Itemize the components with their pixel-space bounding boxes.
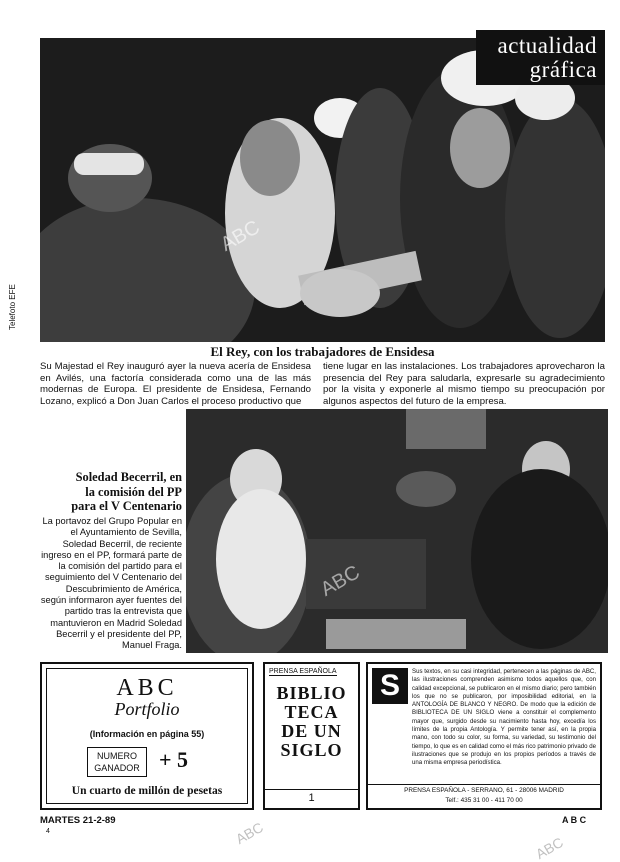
portfolio-info: (Información en página 55) (89, 729, 205, 739)
biblioteca-title-line3: DE UN (281, 721, 342, 741)
promo-address: PRENSA ESPAÑOLA - SERRANO, 61 - 28006 MADRID (368, 784, 600, 794)
story1-title: El Rey, con los trabajadores de Ensidesa (210, 344, 435, 359)
story1-col2: tiene lugar en las instalaciones. Los trabajadores aprovecharon la presencia del Rey para saludarla, expresarle su agradecimiento por la visita y exponerle al mismo tiempo su preocupación por algunos aspectos del futuro de la empresa. (323, 361, 605, 407)
story2-headline-line2: la comisión del PP (85, 484, 182, 499)
biblioteca-title-line4: SIGLO (280, 740, 343, 760)
portfolio-winner-value: + 5 (159, 747, 189, 772)
portfolio-ad (40, 662, 254, 810)
promo-box (366, 662, 602, 810)
promo-phone: Telf.: 435 31 00 - 411 70 00 (445, 797, 523, 804)
story1-col1: Su Majestad el Rey inauguró ayer la nueva acería de Ensidesa en Avilés, una factoría considerada como una de las más modernas de Europa. El presidente de Ensidesa, Fernando Lozano, explicó a Don Juan Carlos el proceso productivo que (40, 361, 311, 407)
biblioteca-publisher: PRENSA ESPAÑOLA (269, 668, 337, 675)
story2-headline-line3: para el V Centenario (71, 499, 182, 513)
footer-mark: A B C (562, 815, 587, 825)
story2-headline (42, 470, 182, 514)
footer-date: MARTES 21-2-89 (40, 815, 116, 826)
watermark-3: ABC (232, 818, 266, 848)
portfolio-name: Portfolio (114, 699, 180, 719)
biblioteca-title-line1: BIBLIO (276, 683, 347, 703)
section-label-line2: gráfica (529, 57, 597, 82)
biblioteca-ad (263, 662, 360, 810)
story2-headline-line1: Soledad Becerril, en (75, 470, 182, 484)
biblioteca-title (265, 684, 358, 760)
watermark-2: ABC (317, 561, 364, 601)
watermark-4: ABC (532, 833, 566, 862)
photo-becerril-meeting (186, 409, 608, 653)
biblioteca-title-line2: TECA (284, 702, 339, 722)
story2-body: La portavoz del Grupo Popular en el Ayuntamiento de Sevilla, Soledad Becerril, de reciente ingreso en el PP, formará parte de la comisión del partido para el seguimiento del V Centenario del Descubrimiento de América, según informaron ayer fuentes del partido tras la entrevista que mantuvieron en Madrid Soledad Becerril y el presidente del PP, Manuel Fraga. (40, 516, 182, 651)
biblioteca-volume: 1 (265, 789, 358, 804)
portfolio-winner-box (87, 747, 147, 777)
promo-text: Sus textos, en su casi integridad, pertenecen a las páginas de ABC, las ilustraciones comprenden asimismo todos aquellos que, con calidad excepcional, se publicaron en el mismo diario; pero también los que no se publicaron, por imposibilidad editorial, en la ANTOLOGÍA DE BLANCO Y NEGRO. De modo que la edición de BIBLIOTECA DE UN SIGLO viene a constituir el complemento mayor que, surgido desde su nacimiento hasta hoy, excedía los límites de la propia Antología. Y permite tener así, en la propia mano, con todo su color, su forma, su variedad, su testimonio del tiempo, lo que es en calidad como el más rico patrimonio privado de ilustraciones que se produjo en los propios períodos a través de una misma empresa periodística. (412, 668, 596, 767)
portfolio-brand: ABC (116, 675, 178, 701)
section-label (476, 30, 605, 85)
watermark: ABC (217, 216, 264, 256)
photo-credit: Telefoto EFE (8, 284, 17, 330)
portfolio-winner-label1: NUMERO (97, 751, 137, 761)
portfolio-winner-label2: GANADOR (94, 763, 140, 773)
footer-folio: 4 (46, 828, 50, 835)
promo-drop-cap: S (372, 668, 408, 704)
section-label-line1: actualidad (497, 33, 597, 58)
portfolio-prize: Un cuarto de millón de pesetas (71, 785, 223, 797)
